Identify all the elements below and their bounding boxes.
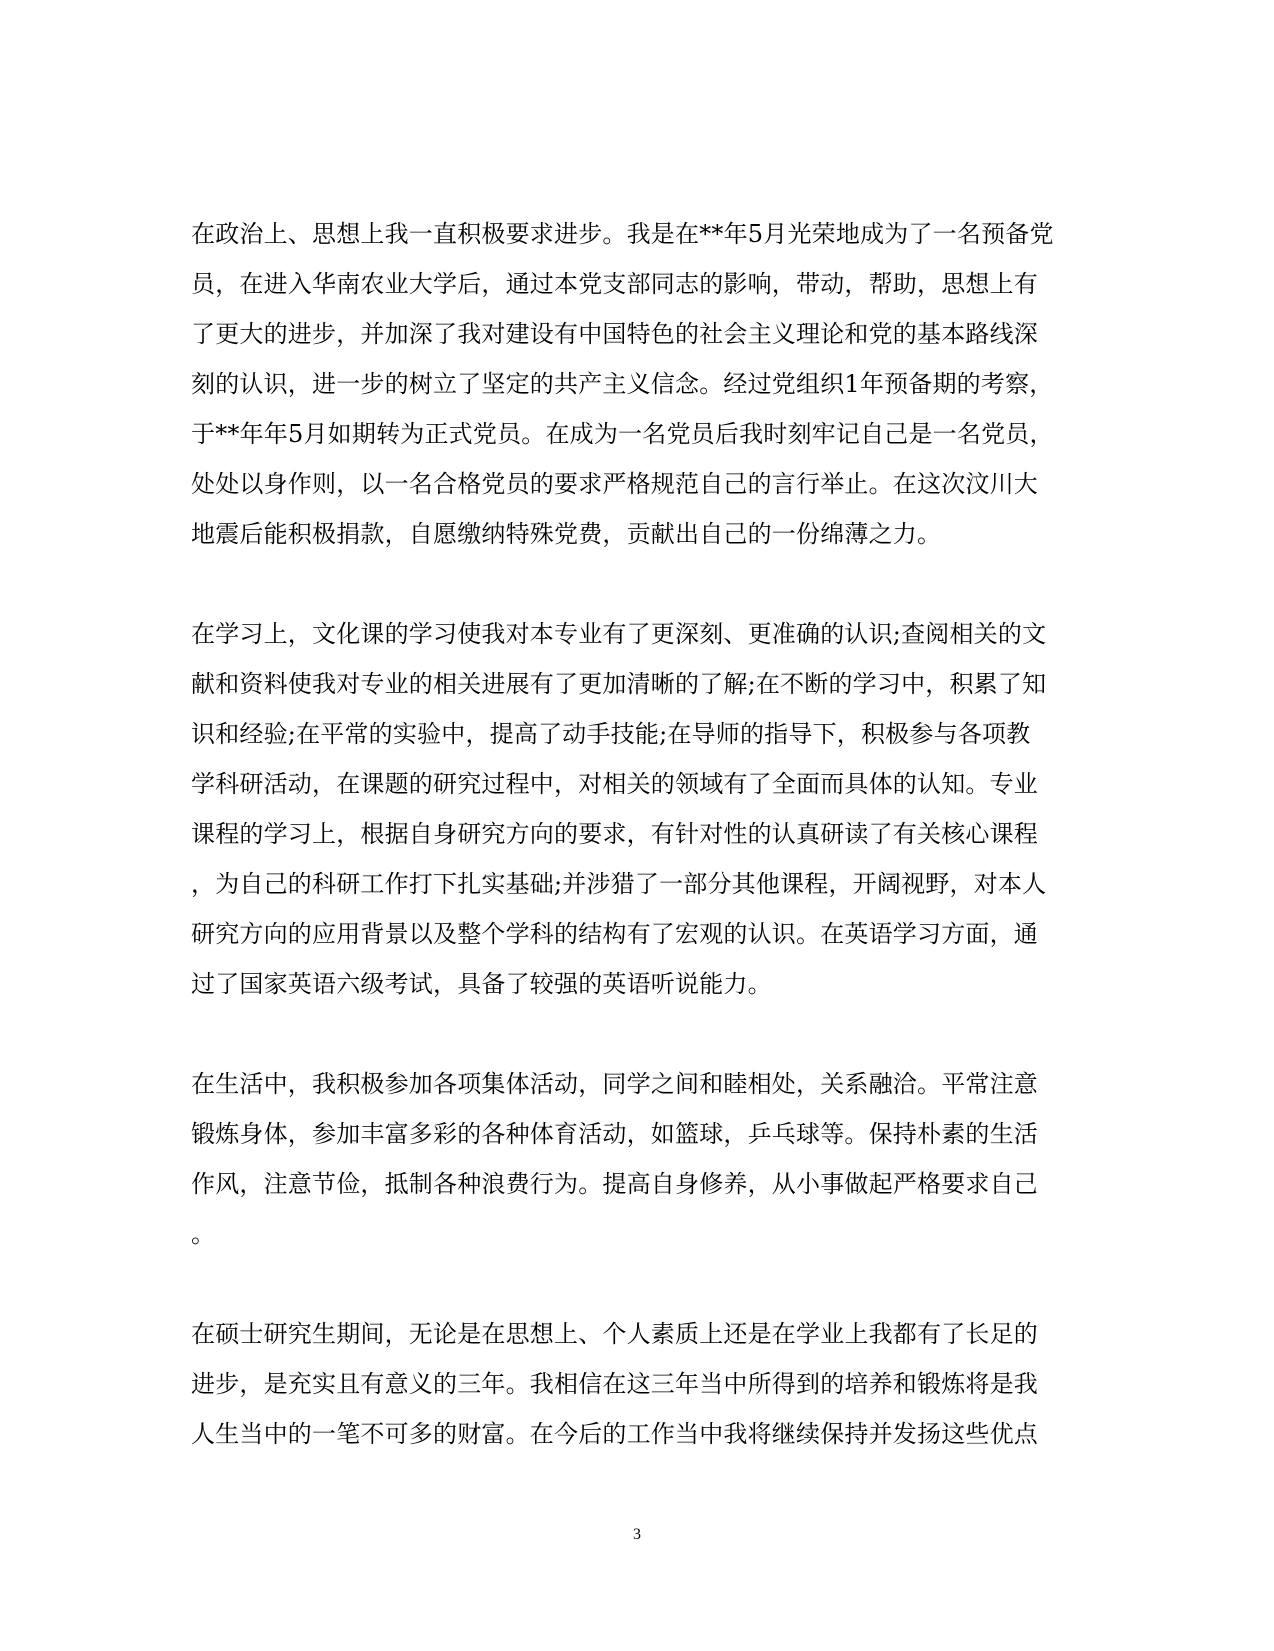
text-line: 进步，是充实且有意义的三年。我相信在这三年当中所得到的培养和锻炼将是我 — [191, 1370, 1038, 1398]
text-line: 于**年年5月如期转为正式党员。在成为一名党员后我时刻牢记自己是一名党员， — [191, 420, 1054, 448]
text-line: 研究方向的应用背景以及整个学科的结构有了宏观的认识。在英语学习方面，通 — [191, 920, 1038, 948]
text-line: 在生活中，我积极参加各项集体活动，同学之间和睦相处，关系融洽。平常注意 — [191, 1070, 1038, 1098]
document-body — [191, 209, 1071, 1459]
text-line: 了更大的进步，并加深了我对建设有中国特色的社会主义理论和党的基本路线深 — [191, 320, 1038, 348]
paragraph-political — [191, 209, 1071, 559]
text-line: 地震后能积极捐款，自愿缴纳特殊党费，贡献出自己的一份绵薄之力。 — [191, 520, 942, 548]
text-line: 在政治上、思想上我一直积极要求进步。我是在**年5月光荣地成为了一名预备党 — [191, 220, 1054, 248]
text-line: 在硕士研究生期间，无论是在思想上、个人素质上还是在学业上我都有了长足的 — [191, 1320, 1038, 1348]
page-number: 3 — [633, 1526, 641, 1543]
text-line: 人生当中的一笔不可多的财富。在今后的工作当中我将继续保持并发扬这些优点 — [191, 1420, 1038, 1448]
text-line: 。 — [191, 1220, 216, 1248]
text-line: 作风，注意节俭，抵制各种浪费行为。提高自身修养，从小事做起严格要求自己 — [191, 1170, 1038, 1198]
text-line: ，为自己的科研工作打下扎实基础;并涉猎了一部分其他课程，开阔视野，对本人 — [191, 870, 1047, 898]
text-line: 课程的学习上，根据自身研究方向的要求，有针对性的认真研读了有关核心课程 — [191, 820, 1038, 848]
text-line: 刻的认识，进一步的树立了坚定的共产主义信念。经过党组织1年预备期的考察， — [191, 370, 1054, 398]
paragraph-summary — [191, 1309, 1071, 1459]
paragraph-life — [191, 1059, 1071, 1259]
text-line: 处处以身作则，以一名合格党员的要求严格规范自己的言行举止。在这次汶川大 — [191, 470, 1038, 498]
paragraph-study — [191, 609, 1071, 1009]
text-line: 在学习上，文化课的学习使我对本专业有了更深刻、更准确的认识;查阅相关的文 — [191, 620, 1047, 648]
text-line: 锻炼身体，参加丰富多彩的各种体育活动，如篮球，乒乓球等。保持朴素的生活 — [191, 1120, 1038, 1148]
text-line: 献和资料使我对专业的相关进展有了更加清晰的了解;在不断的学习中，积累了知 — [191, 670, 1047, 698]
text-line: 识和经验;在平常的实验中，提高了动手技能;在导师的指导下，积极参与各项教 — [191, 720, 1031, 748]
text-line: 学科研活动，在课题的研究过程中，对相关的领域有了全面而具体的认知。专业 — [191, 770, 1038, 798]
text-line: 过了国家英语六级考试，具备了较强的英语听说能力。 — [191, 970, 772, 998]
text-line: 员，在进入华南农业大学后，通过本党支部同志的影响，带动，帮助，思想上有 — [191, 270, 1038, 298]
